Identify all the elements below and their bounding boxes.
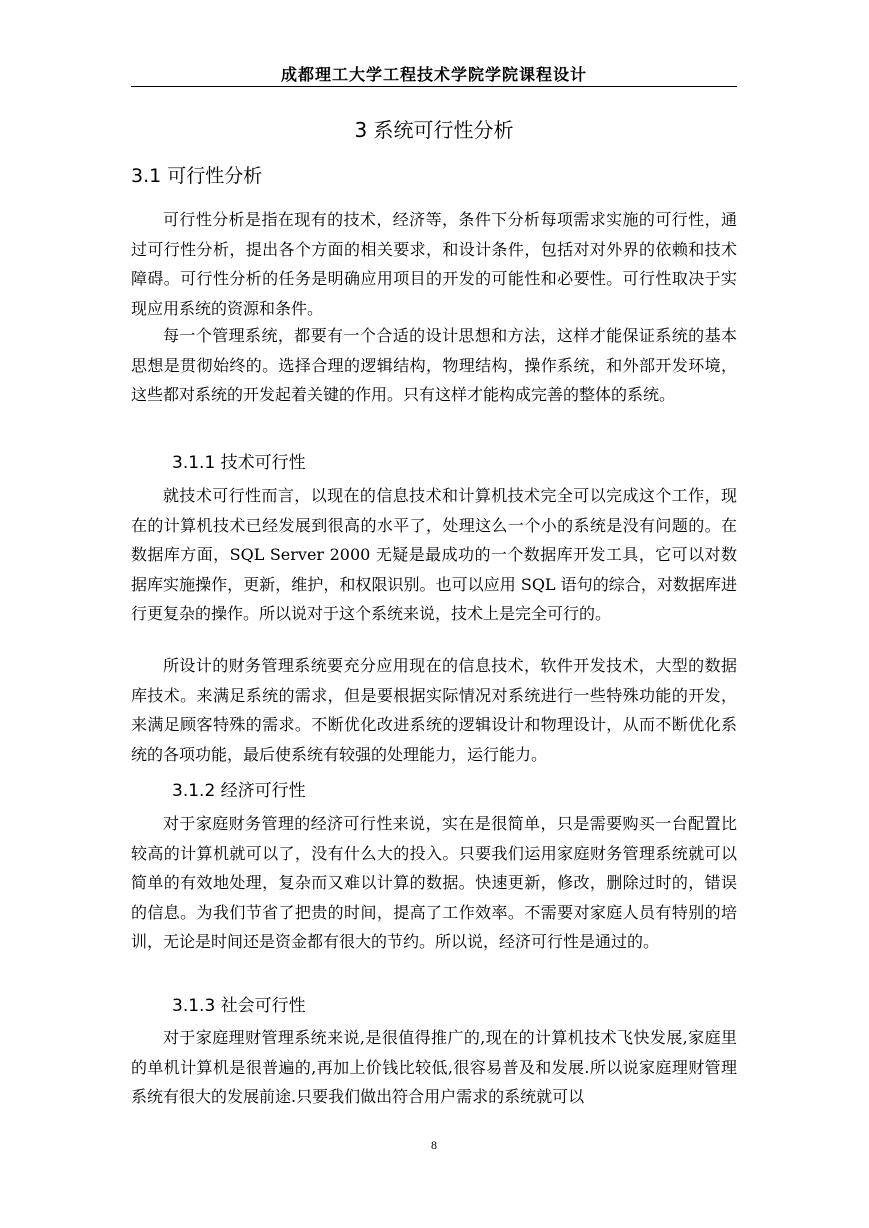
chapter-title: 3 系统可行性分析	[354, 118, 514, 142]
paragraph: 对于家庭财务管理的经济可行性来说，实在是很简单，只是需要购买一台配置比较高的计算机就可以了，没有什么大的投入。只要我们运用家庭财务管理系统就可以简单的有效地处理，复杂而又难以计算的数据。快速更新，修改，删除过时的，错误的信息。为我们节省了把贵的时间，提高了工作效率。不需要对家庭人员有特别的培训，无论是时间还是资金都有很大的节约。所以说，经济可行性是通过的。	[131, 814, 737, 951]
paragraph: 对于家庭理财管理系统来说,是很值得推广的,现在的计算机技术飞快发展,家庭里的单机计算机是很普遍的,再加上价钱比较低,很容易普及和发展.所以说家庭理财管理系统有很大的发展前途.只要我们做出符合用户需求的系统就可以	[131, 1028, 737, 1106]
section-heading-3-1-3: 3.1.3 社会可行性	[172, 996, 306, 1016]
paragraph: 可行性分析是指在现有的技术，经济等，条件下分析每项需求实施的可行性，通过可行性分析，提出各个方面的相关要求，和设计条件，包括对对外界的依赖和技术障碍。可行性分析的任务是明确应用项目的开发的可能性和必要性。可行性取决于实现应用系统的资源和条件。	[131, 210, 737, 318]
paragraph: 就技术可行性而言，以现在的信息技术和计算机技术完全可以完成这个工作，现在的计算机技术已经发展到很高的水平了，处理这么一个小的系统是没有问题的。在数据库方面，SQL Server 2000 无疑是最成功的一个数据库开发工具，它可以对数据库实施操作，更新，维护，和权限识别。也可以应用 SQL 语句的综合，对数据库进行更复杂的操作。所以说对于这个系统来说，技术上是完全可行的。	[131, 486, 737, 623]
page-number: 8	[431, 1138, 437, 1152]
section-heading-3-1: 3.1 可行性分析	[131, 165, 263, 187]
section-heading-3-1-1: 3.1.1 技术可行性	[172, 453, 306, 473]
paragraph: 每一个管理系统，都要有一个合适的设计思想和方法，这样才能保证系统的基本思想是贯彻始终的。选择合理的逻辑结构，物理结构，操作系统，和外部开发环境，这些都对系统的开发起着关键的作用。只有这样才能构成完善的整体的系统。	[131, 326, 737, 404]
running-header: 成都理工大学工程技术学院学院课程设计	[280, 65, 587, 84]
section-heading-3-1-2: 3.1.2 经济可行性	[172, 781, 306, 801]
paragraph: 所设计的财务管理系统要充分应用现在的信息技术，软件开发技术，大型的数据库技术。来满足系统的需求，但是要根据实际情况对系统进行一些特殊功能的开发，来满足顾客特殊的需求。不断优化改进系统的逻辑设计和物理设计，从而不断优化系统的各项功能，最后使系统有较强的处理能力，运行能力。	[131, 656, 737, 764]
header-rule	[131, 86, 737, 87]
